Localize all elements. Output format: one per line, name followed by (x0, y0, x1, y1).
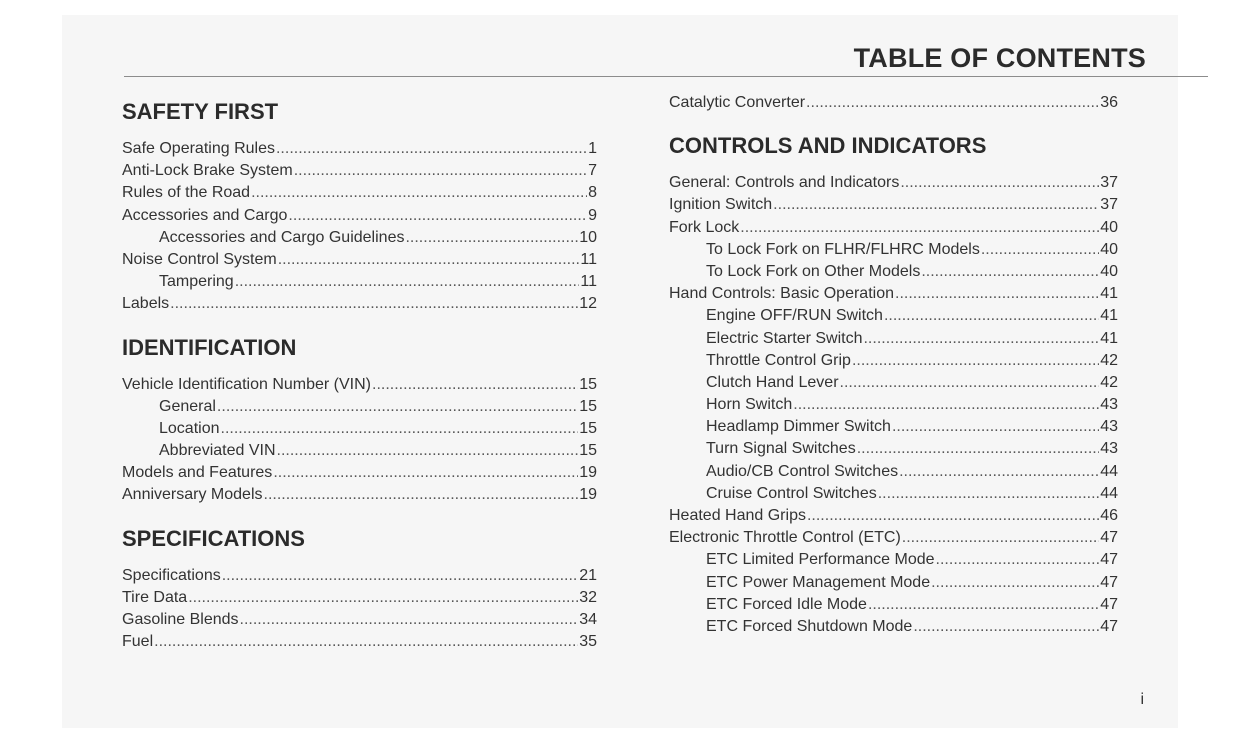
toc-section (122, 328, 597, 507)
entry-title: Labels (122, 295, 170, 313)
entry-title: Clutch Hand Lever (706, 373, 839, 391)
toc-entry[interactable] (122, 484, 597, 506)
dot-leader (154, 631, 578, 653)
toc-entry[interactable] (122, 565, 597, 587)
entry-page-number: 37 (1100, 174, 1118, 192)
toc-section (669, 92, 1118, 114)
entry-title: Throttle Control Grip (706, 351, 851, 369)
section-heading: CONTROLS AND INDICATORS (669, 133, 987, 159)
entry-title: To Lock Fork on Other Models (706, 262, 921, 280)
toc-subentry[interactable] (669, 461, 1118, 483)
entry-title: Rules of the Road (122, 184, 251, 202)
dot-leader (276, 138, 587, 160)
toc-subentry[interactable] (122, 440, 597, 462)
entry-page-number: 47 (1100, 551, 1118, 569)
dot-leader (884, 305, 1099, 327)
entry-title: Anniversary Models (122, 486, 263, 504)
dot-leader (251, 182, 587, 204)
entry-page-number: 43 (1100, 396, 1118, 414)
entry-title: Safe Operating Rules (122, 140, 275, 157)
toc-subentry[interactable] (669, 594, 1118, 616)
dot-leader (863, 328, 1099, 350)
toc-subentry[interactable] (669, 261, 1118, 283)
entry-page-number: 7 (588, 162, 597, 180)
toc-entry[interactable] (122, 462, 597, 484)
entry-page-number: 41 (1100, 285, 1118, 303)
entry-page-number: 46 (1100, 507, 1118, 524)
entry-page-number: 11 (580, 273, 597, 291)
entry-title: ETC Power Management Mode (706, 573, 931, 591)
toc-right-column (669, 92, 1118, 650)
dot-leader (405, 227, 578, 249)
entry-page-number: 36 (1100, 94, 1118, 111)
entry-title: Models and Features (122, 464, 273, 482)
entry-page-number: 19 (579, 464, 597, 482)
entry-page-number: 43 (1100, 440, 1118, 458)
dot-leader (852, 350, 1099, 372)
dot-leader (188, 587, 578, 609)
dot-leader (222, 565, 578, 587)
toc-entry[interactable] (669, 505, 1118, 527)
toc-subentry[interactable] (669, 483, 1118, 505)
entry-title: Horn Switch (706, 396, 793, 414)
entry-title: Fork Lock (669, 218, 740, 236)
dot-leader (773, 194, 1099, 216)
entry-title: Gasoline Blends (122, 611, 239, 628)
entry-page-number: 47 (1100, 573, 1118, 591)
dot-leader (921, 261, 1099, 283)
section-heading: SAFETY FIRST (122, 99, 279, 124)
toc-entry[interactable] (122, 587, 597, 609)
dot-leader (235, 271, 580, 293)
toc-subentry[interactable] (669, 350, 1118, 372)
toc-subentry[interactable] (122, 396, 597, 418)
entry-page-number: 10 (579, 228, 597, 246)
toc-subentry[interactable] (669, 305, 1118, 327)
toc-subentry[interactable] (122, 418, 597, 440)
entry-page-number: 40 (1100, 240, 1118, 258)
dot-leader (857, 438, 1100, 460)
dot-leader (221, 418, 579, 440)
entry-title: Fuel (122, 633, 154, 651)
toc-entry[interactable] (669, 217, 1118, 239)
entry-page-number: 47 (1100, 617, 1118, 635)
dot-leader (892, 416, 1099, 438)
toc-section (122, 92, 597, 316)
entry-page-number: 41 (1100, 329, 1118, 347)
dot-leader (902, 527, 1099, 549)
dot-leader (878, 483, 1099, 505)
toc-entry[interactable] (122, 182, 597, 204)
entry-title: Anti-Lock Brake System (122, 162, 293, 180)
entry-page-number: 11 (580, 250, 597, 268)
dot-leader (936, 549, 1100, 571)
dot-leader (240, 609, 579, 631)
toc-section (122, 519, 597, 654)
entry-title: Tire Data (122, 588, 188, 606)
entry-page-number: 41 (1100, 307, 1118, 325)
entry-title: Accessories and Cargo (122, 206, 288, 224)
toc-entry[interactable] (122, 160, 597, 182)
document-page (62, 15, 1178, 728)
entry-title: Hand Controls: Basic Operation (669, 285, 894, 303)
dot-leader (807, 505, 1099, 527)
toc-left-column (122, 92, 597, 665)
entry-title: Heated Hand Grips (669, 507, 806, 524)
dot-leader (170, 293, 578, 315)
dot-leader (288, 205, 587, 227)
entry-title: Accessories and Cargo Guidelines (159, 228, 405, 246)
entry-page-number: 15 (579, 419, 597, 437)
entry-page-number: 42 (1100, 351, 1118, 369)
toc-subentry[interactable] (669, 572, 1118, 594)
entry-title: Tampering (159, 273, 234, 291)
page-number: i (1140, 691, 1144, 708)
entry-page-number: 47 (1100, 595, 1118, 613)
entry-page-number: 43 (1100, 418, 1118, 436)
toc-subentry[interactable] (122, 271, 597, 293)
entry-title: Engine OFF/RUN Switch (706, 307, 883, 325)
entry-title: Ignition Switch (669, 196, 773, 214)
toc-entry[interactable] (669, 92, 1118, 114)
dot-leader (913, 616, 1099, 638)
entry-page-number: 42 (1100, 373, 1118, 391)
entry-title: Audio/CB Control Switches (706, 462, 899, 480)
entry-title: To Lock Fork on FLHR/FLHRC Models (706, 240, 980, 258)
toc-subentry[interactable] (669, 372, 1118, 394)
toc-entry[interactable] (122, 374, 597, 396)
entry-title: Vehicle Identification Number (VIN) (122, 375, 371, 393)
section-heading: SPECIFICATIONS (122, 525, 305, 551)
dot-leader (294, 160, 587, 182)
dot-leader (793, 394, 1099, 416)
page-title: TABLE OF CONTENTS (853, 43, 1146, 73)
toc-subentry[interactable] (669, 239, 1118, 261)
dot-leader (740, 217, 1099, 239)
dot-leader (840, 372, 1100, 394)
dot-leader (899, 461, 1099, 483)
entry-page-number: 40 (1100, 262, 1118, 280)
toc-section (669, 126, 1118, 638)
toc-entry[interactable] (122, 609, 597, 631)
entry-page-number: 40 (1100, 218, 1118, 236)
dot-leader (868, 594, 1099, 616)
dot-leader (806, 92, 1099, 114)
entry-page-number: 9 (588, 206, 597, 224)
toc-subentry[interactable] (669, 438, 1118, 460)
entry-page-number: 15 (579, 397, 597, 415)
toc-subentry[interactable] (669, 616, 1118, 638)
toc-subentry[interactable] (669, 394, 1118, 416)
dot-leader (895, 283, 1099, 305)
toc-entry[interactable] (669, 283, 1118, 305)
entry-title: General (159, 397, 216, 415)
entry-title: Catalytic Converter (669, 94, 806, 111)
entry-title: Cruise Control Switches (706, 484, 877, 502)
toc-entry[interactable] (122, 138, 597, 160)
entry-title: Electronic Throttle Control (ETC) (669, 529, 901, 547)
entry-title: General: Controls and Indicators (669, 174, 900, 192)
toc-entry[interactable] (669, 194, 1118, 216)
toc-subentry[interactable] (669, 549, 1118, 571)
entry-page-number: 12 (579, 295, 597, 313)
entry-title: Headlamp Dimmer Switch (706, 418, 891, 436)
toc-entry[interactable] (122, 205, 597, 227)
dot-leader (372, 374, 578, 396)
dot-leader (981, 239, 1099, 261)
entry-page-number: 44 (1100, 462, 1118, 480)
entry-page-number: 44 (1100, 484, 1118, 502)
entry-title: Abbreviated VIN (159, 442, 276, 460)
entry-page-number: 21 (579, 566, 597, 584)
dot-leader (931, 572, 1099, 594)
dot-leader (217, 396, 578, 418)
entry-title: Specifications (122, 566, 221, 584)
toc-entry[interactable] (122, 631, 597, 653)
toc-entry[interactable] (122, 293, 597, 315)
dot-leader (273, 462, 578, 484)
entry-page-number: 1 (588, 140, 597, 157)
title-divider (124, 76, 1208, 77)
entry-page-number: 47 (1100, 529, 1118, 547)
toc-subentry[interactable] (669, 416, 1118, 438)
section-heading: IDENTIFICATION (122, 334, 297, 360)
toc-subentry[interactable] (122, 227, 597, 249)
entry-page-number: 15 (579, 442, 597, 460)
entry-page-number: 32 (579, 588, 597, 606)
entry-title: Turn Signal Switches (706, 440, 856, 458)
entry-page-number: 8 (588, 184, 597, 202)
toc-entry[interactable] (669, 172, 1118, 194)
entry-title: Location (159, 419, 220, 437)
toc-entry[interactable] (669, 527, 1118, 549)
toc-subentry[interactable] (669, 328, 1118, 350)
dot-leader (264, 484, 579, 506)
entry-title: ETC Forced Shutdown Mode (706, 617, 913, 635)
entry-title: Electric Starter Switch (706, 329, 863, 347)
entry-page-number: 19 (579, 486, 597, 504)
entry-page-number: 15 (579, 375, 597, 393)
dot-leader (278, 249, 580, 271)
entry-title: ETC Limited Performance Mode (706, 551, 935, 569)
dot-leader (900, 172, 1099, 194)
entry-page-number: 35 (579, 633, 597, 651)
entry-title: ETC Forced Idle Mode (706, 595, 867, 613)
entry-title: Noise Control System (122, 250, 277, 268)
toc-entry[interactable] (122, 249, 597, 271)
entry-page-number: 34 (579, 611, 597, 628)
entry-page-number: 37 (1100, 196, 1118, 214)
dot-leader (277, 440, 579, 462)
